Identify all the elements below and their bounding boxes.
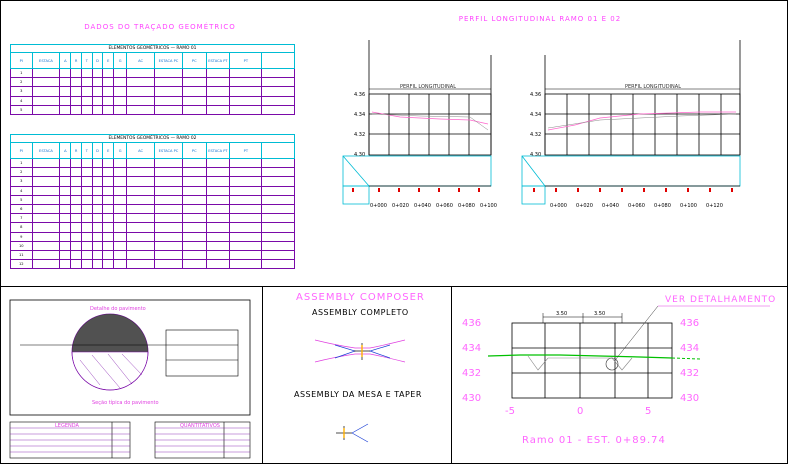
station-label: 0+000 <box>370 203 387 209</box>
table-cell: 5 <box>11 105 33 114</box>
station-label: 0+080 <box>654 203 671 209</box>
assembly-complete-label: ASSEMBLY COMPLETO <box>312 308 409 317</box>
table-cell: 1 <box>11 69 33 78</box>
section-y-left: 432 <box>462 368 482 379</box>
profile-right-grade <box>548 114 736 128</box>
pavement-detail-title: Detalhe do pavimento <box>90 306 146 312</box>
assembly-median-drawing <box>336 424 368 442</box>
section-y-left: 434 <box>462 343 482 354</box>
col-header: G <box>114 53 127 69</box>
table-cell: 9 <box>11 232 33 241</box>
col-header: ESTACA PC <box>155 53 183 69</box>
geo-data-title: DADOS DO TRAÇADO GEOMÉTRICO <box>84 23 236 31</box>
legend-right-title: QUANTITATIVOS <box>180 423 220 429</box>
band-markers <box>352 188 733 192</box>
elev-tick: 4.34 <box>354 112 366 118</box>
section-y-right: 430 <box>680 393 700 404</box>
station-label: 0+120 <box>706 203 723 209</box>
col-header: ESTACA PT <box>206 53 230 69</box>
elev-tick: 4.32 <box>530 132 542 138</box>
col-header: Δ <box>60 53 71 69</box>
col-header: ESTACA <box>32 53 60 69</box>
col-header: G <box>114 143 127 159</box>
station-label: 0+100 <box>480 203 497 209</box>
profile-right-terrain <box>548 112 736 130</box>
table-cell: 5 <box>11 195 33 204</box>
station-label: 0+000 <box>550 203 567 209</box>
elev-tick: 4.36 <box>530 92 542 98</box>
col-header: Δ <box>60 143 71 159</box>
detail-callout-circle <box>606 358 618 370</box>
table-cell: 10 <box>11 241 33 250</box>
col-header: PT <box>230 143 262 159</box>
table-cell: 2 <box>11 78 33 87</box>
assembly-median-label: ASSEMBLY DA MESA E TAPER <box>294 390 422 399</box>
col-header: D <box>92 53 103 69</box>
station-label: 0+040 <box>602 203 619 209</box>
col-header: PC <box>182 143 206 159</box>
elev-tick: 4.30 <box>354 152 366 158</box>
col-header: PI <box>11 53 33 69</box>
elev-tick: 4.36 <box>354 92 366 98</box>
station-label: 0+100 <box>680 203 697 209</box>
station-label: 0+020 <box>576 203 593 209</box>
pavement-detail-frame <box>10 300 250 415</box>
table-2-title: ELEMENTOS GEOMÉTRICOS — RAMO 02 <box>11 135 295 143</box>
table-cell: 3 <box>11 177 33 186</box>
table-cell: 7 <box>11 214 33 223</box>
section-y-right: 434 <box>680 343 700 354</box>
table-cell: 3 <box>11 87 33 96</box>
detail-callout-label: VER DETALHAMENTO <box>665 295 777 305</box>
table-cell: 4 <box>11 186 33 195</box>
profile-left <box>369 40 491 155</box>
table-cell: 12 <box>11 260 33 269</box>
section-y-left: 430 <box>462 393 482 404</box>
pavement-fill <box>72 314 148 352</box>
col-header: PC <box>182 53 206 69</box>
station-label: 0+060 <box>436 203 453 209</box>
section-x-tick: -5 <box>505 406 515 417</box>
table-1-title: ELEMENTOS GEOMÉTRICOS — RAMO 01 <box>11 45 295 53</box>
pavement-caption: Seção típica do pavimento <box>92 400 159 406</box>
col-header: E <box>103 143 114 159</box>
station-label: 0+080 <box>458 203 475 209</box>
col-header: R <box>71 53 82 69</box>
col-header: PI <box>11 143 33 159</box>
cross-section-ground-dash <box>672 358 700 359</box>
station-label: 0+040 <box>414 203 431 209</box>
legend-left-title: LEGENDA <box>55 423 79 429</box>
station-label: 0+060 <box>628 203 645 209</box>
table-cell: 1 <box>11 159 33 168</box>
col-header: ESTACA PT <box>206 143 230 159</box>
dim-label: 3.50 <box>556 311 568 317</box>
table-cell: 8 <box>11 223 33 232</box>
profile-right-band <box>522 156 740 204</box>
table-cell: 6 <box>11 204 33 213</box>
col-header: D <box>92 143 103 159</box>
assembly-complete-drawing <box>315 340 405 362</box>
section-x-tick: 0 <box>577 406 584 417</box>
col-header: E <box>103 53 114 69</box>
dim-label: 3.50 <box>594 311 606 317</box>
col-header: ESTACA PC <box>155 143 183 159</box>
pavement-base <box>72 352 148 390</box>
col-header: T <box>81 53 92 69</box>
table-cell: 4 <box>11 96 33 105</box>
profile-left-label: PERFIL LONGITUDINAL <box>400 84 456 90</box>
section-x-tick: 5 <box>645 406 652 417</box>
profile-left-band <box>343 156 491 204</box>
profile-right <box>545 40 740 155</box>
elev-tick: 4.30 <box>530 152 542 158</box>
elev-tick: 4.32 <box>354 132 366 138</box>
profile-right-label: PERFIL LONGITUDINAL <box>625 84 681 90</box>
table-cell: 2 <box>11 168 33 177</box>
assembly-composer-title: ASSEMBLY COMPOSER <box>296 292 425 303</box>
elev-tick: 4.34 <box>530 112 542 118</box>
col-header: ESTACA <box>32 143 60 159</box>
detail-callout-leader <box>616 306 658 359</box>
section-y-left: 436 <box>462 318 482 329</box>
col-header: T <box>81 143 92 159</box>
station-label: 0+020 <box>392 203 409 209</box>
table-cell: 11 <box>11 250 33 259</box>
col-header: PT <box>230 53 262 69</box>
section-caption: Ramo 01 - EST. 0+89.74 <box>522 435 666 446</box>
col-header: AC <box>127 53 155 69</box>
col-header: AC <box>127 143 155 159</box>
section-y-right: 432 <box>680 368 700 379</box>
col-header: R <box>71 143 82 159</box>
profile-title: PERFIL LONGITUDINAL RAMO 01 E 02 <box>458 15 622 23</box>
section-y-right: 436 <box>680 318 700 329</box>
